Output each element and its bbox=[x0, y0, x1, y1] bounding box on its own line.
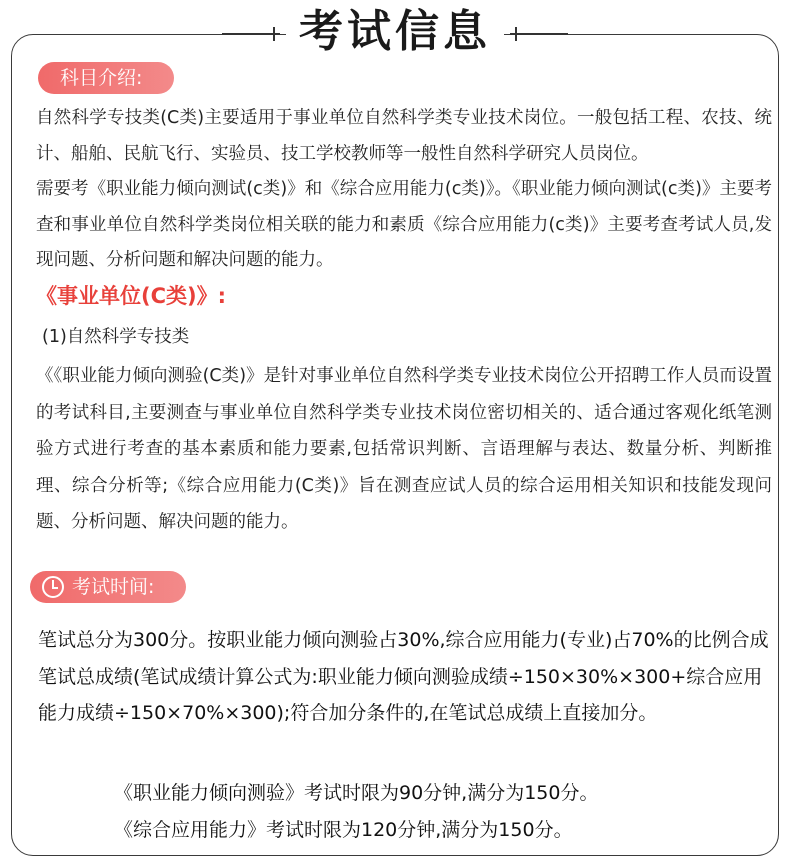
section-sub-label: (1)自然科学专技类 bbox=[42, 327, 190, 347]
intro-paragraph-2: 需要考《职业能力倾向测试(c类)》和《综合应用能力(c类)》。《职业能力倾向测试(c类)》主要考查和事业单位自然科学类岗位相关联的能力和素质《综合应用能力(c类)》主要考查考试人员,发现问题、分析问题和解决问题的能力。 bbox=[36, 179, 772, 270]
page-title: 考试信息 bbox=[299, 6, 491, 57]
subject-intro-badge bbox=[38, 62, 174, 94]
section-heading: 《事业单位(C类)》: bbox=[36, 284, 227, 308]
subject-intro-text bbox=[36, 101, 772, 279]
title-right-tick bbox=[515, 27, 517, 41]
clock-icon bbox=[42, 576, 64, 598]
title-right-rule bbox=[510, 33, 568, 35]
title-left-tick bbox=[273, 27, 275, 41]
title-left-rule bbox=[222, 33, 280, 35]
exam-time-badge bbox=[30, 571, 186, 603]
exam-duration-line-1: 《职业能力倾向测验》考试时限为90分钟,满分为150分。 bbox=[114, 782, 599, 804]
exam-time-label: 考试时间: bbox=[72, 576, 155, 598]
exam-duration-line-2: 《综合应用能力》考试时限为120分钟,满分为150分。 bbox=[114, 819, 573, 841]
section-description: 《《职业能力倾向测验(C类)》是针对事业单位自然科学类专业技术岗位公开招聘工作人员而设置的考试科目,主要测查与事业单位自然科学类专业技术岗位密切相关的、适合通过客观化纸笔测验方式进行考查的基本素质和能力要素,包括常识判断、言语理解与表达、数量分析、判断推理、综合分析等;《综合应用能力(C类)》旨在测查应试人员的综合运用相关知识和技能发现问题、分析问题、解决问题的能力。 bbox=[36, 366, 772, 532]
title-area bbox=[0, 0, 790, 64]
intro-paragraph-1: 自然科学专技类(C类)主要适用于事业单位自然科学类专业技术岗位。一般包括工程、农技、统计、船舶、民航飞行、实验员、技工学校教师等一般性自然科学研究人员岗位。 bbox=[36, 108, 772, 164]
exam-score-text: 笔试总分为300分。按职业能力倾向测验占30%,综合应用能力(专业)占70%的比例合成笔试总成绩(笔试成绩计算公式为:职业能力倾向测验成绩÷150×30%×300+综合应用能力成绩÷150×70%×300);符合加分条件的,在笔试总成绩上直接加分。 bbox=[38, 629, 769, 724]
subject-intro-label: 科目介绍: bbox=[60, 67, 143, 89]
